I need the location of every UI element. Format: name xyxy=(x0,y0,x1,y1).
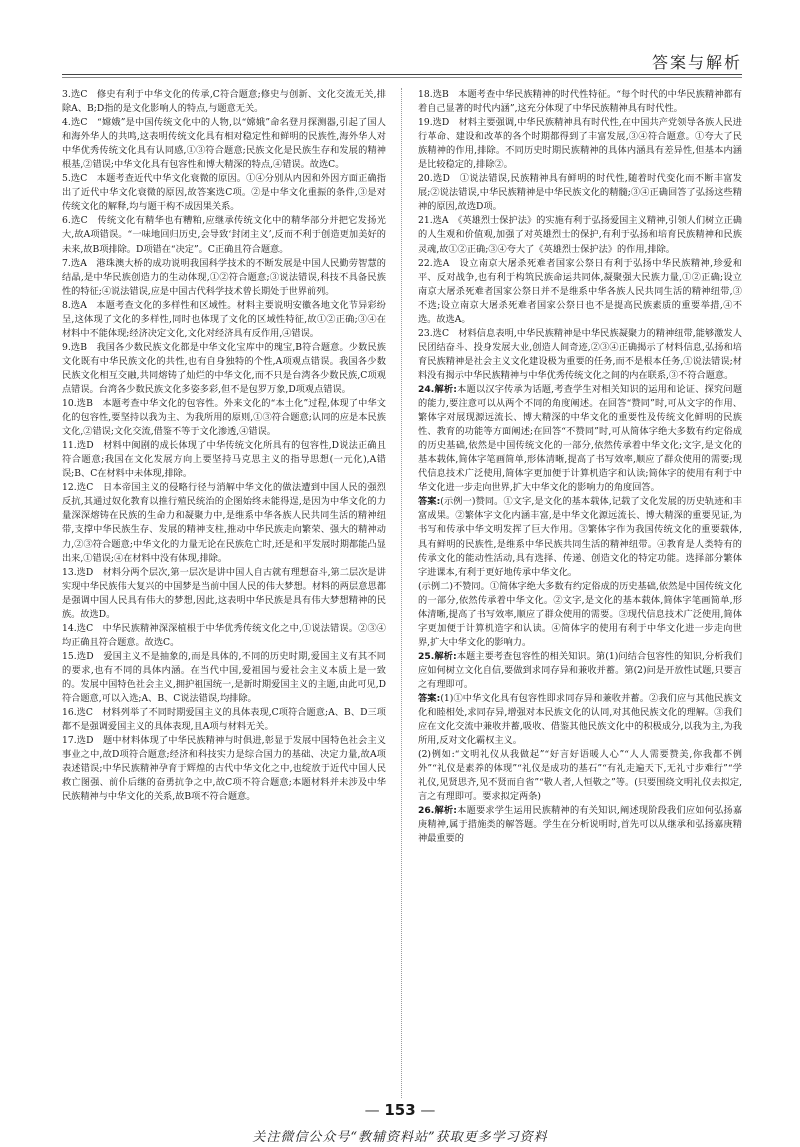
answer-item-9: 9.选B 我国各少数民族文化都是中华文化宝库中的瑰宝,B符合题意。少数民族文化既有中华民族文化的共性,也有自身独特的个性,A项观点错误。我国各少数民族文化相互交融,共同熔铸了灿烂的中华文化,而不只是台湾各少数民族,C项观点错误。台湾各少数民族文化多姿多彩,但不是包罗万象,D项观点错误。 xyxy=(62,341,386,395)
page-number-dash-left: — xyxy=(364,1101,385,1119)
q26-analysis-text: 本题要求学生运用民族精神的有关知识,阐述现阶段我们应如何弘扬嘉庚精神,属于措施类的解答题。学生在分析说明时,首先可以从继承和弘扬嘉庚精神最重要的 xyxy=(418,805,742,845)
header-rule-secondary xyxy=(62,77,742,78)
q26-analysis xyxy=(418,804,742,846)
answer-item-11: 11.选D 材料中闽剧的成长体现了中华传统文化所具有的包容性,D说法正确且符合题意;我国在文化发展方向上要坚持马克思主义的指导思想(一元化),A错误;B、C在材料中未体现,排除。 xyxy=(62,440,386,480)
q24-analysis-text: 本题以汉字传承为话题,考查学生对相关知识的运用和论证、探究问题的能力,要注意可以从两个不同的角度阐述。在回答“赞同”时,可从文字的作用、繁体字对展现源远流长、博大精深的中华文化的重要性及传统文化鲜明的民族性、教育的功能等方面阐述;在回答“不赞同”时,可从简体字绝大多数有约定俗成的历史基础,依然是中国传统文化的一部分,依然传承着中华文化;文字,是文化的基本载体,简体字笔画简单,形体清晰,提高了书写效率,顺应了群众使用的需要;现代信息技术广泛使用,简体字更加便于计算机造字和认读;简体字的使用有利于中华文化进一步走向世界,扩大中华文化的影响力的角度回答。 xyxy=(418,383,742,494)
answer-item-17: 17.选D 题中材料体现了中华民族精神与时俱进,彰显于发展中国特色社会主义事业之中,故D项符合题意;经济和科技实力是综合国力的基础、决定力量,故A项表述错误;中华民族精神孕育于辉煌的古代中华文化之中,也绽放于近代中国人民救亡图强、前仆后继的奋勇抗争之中,故C项不符合题意;本题材料并未涉及中华民族精神与中华文化的关系,故B项不符合题意。 xyxy=(62,735,386,803)
answer-item-18: 18.选B 本题考查中华民族精神的时代性特征。“每个时代的中华民族精神都有着自己显著的时代内涵”,这充分体现了中华民族精神具有时代性。 xyxy=(418,89,742,115)
page-number-value: 153 xyxy=(384,1101,416,1119)
answer-item-23: 23.选C 材料信息表明,中华民族精神是中华民族凝聚力的精神纽带,能够激发人民团结奋斗、投身发展大业,创造人间奇迹,②③④正确揭示了材料信息,弘扬和培育民族精神是社会主义文化建设极为重要的任务,而不是根本任务,①说法错误;材料没有揭示中华民族精神与中华优秀传统文化之间的内在联系,③不符合题意。 xyxy=(418,327,742,381)
q24-answer-label: 答案: xyxy=(418,496,441,508)
q25-answer-text: (1)①中华文化具有包容性即求同存异和兼收并蓄。②我们应与其他民族文化和睦相处,求同存异,增强对本民族文化的认同,对其他民族文化的理解。③我们应在文化交流中兼收并蓄,吸收、借鉴其他民族文化中的积极成分,以我为主,为我所用,反对文化霸权主义。 xyxy=(418,693,742,747)
answer-item-13: 13.选D 材料分两个层次,第一层次是讲中国人自古就有理想奋斗,第二层次是讲实现中华民族伟大复兴的中国梦是当前中国人民的伟大梦想。材料的两层意思都是强调中国人民具有伟大的梦想,因此,这表明中华民族是具有伟大梦想精神的民族。故选D。 xyxy=(62,566,386,620)
q25-analysis-label: 25.解析: xyxy=(418,650,457,662)
answer-item-22: 22.选A 设立南京大屠杀死难者国家公祭日有利于弘扬中华民族精神,珍爱和平、反对战争,也有利于构筑民族命运共同体,凝聚强大民族力量,①②正确;设立南京大屠杀死难者国家公祭日并不是维系中华各族人民共同生活的精神纽带,③不选;设立南京大屠杀死难者国家公祭日也不是提高民族素质的重要举措,④不选。故选A。 xyxy=(418,257,742,325)
page-number xyxy=(0,1101,800,1119)
q25-answer-2: (2)例如:“文明礼仪从我做起”“好言好语暖人心”“人人需要赞美,你我都不例外”“礼仪是素养的体现”“礼仪是成功的基石”“有礼走遍天下,无礼寸步难行”“学礼仪,见贤思齐,见不贤而自省”“敬人者,人恒敬之”等。(只要围绕文明礼仪去拟定,言之有理即可。要求拟定两条) xyxy=(418,749,742,803)
q24-analysis xyxy=(418,383,742,495)
answer-item-4: 4.选C “嫦娥”是中国传统文化中的人物,以“嫦娥”命名登月探测器,引起了国人和海外华人的共鸣,这表明传统文化具有相对稳定性和鲜明的民族性,海外华人对中华优秀传统文化具有认同感,①③符合题意;民族文化是民族生存和发展的精神根基,②错误;中华文化具有包容性和博大精深的特点,④错误。故选C。 xyxy=(62,117,386,171)
column-divider xyxy=(401,88,402,1098)
page-header xyxy=(0,0,800,78)
answer-item-19: 19.选D 材料主要强调,中华民族精神具有时代性,在中国共产党领导各族人民进行革命、建设和改革的各个时期都得到了丰富发展,③④符合题意。①夸大了民族精神的作用,排除。不同历史时期民族精神的具体内涵具有差异性,但基本内涵是比较稳定的,排除②。 xyxy=(418,117,742,171)
answer-item-10: 10.选B 本题考查中华文化的包容性。外来文化的“本土化”过程,体现了中华文化的包容性,要坚持以我为主、为我所用的原则,①③符合题意;认同的应是本民族文化,②错误;文化交流,借鉴不等于文化渗透,④错误。 xyxy=(62,398,386,438)
q26-analysis-label: 26.解析: xyxy=(418,805,457,817)
left-column xyxy=(62,88,386,1098)
answer-item-12: 12.选C 日本帝国主义的侵略行径与消解中华文化的做法遭到中国人民的强烈反抗,其通过奴化教育以推行殖民统治的企图始终未能得逞,是因为中华文化的力量深深熔铸在民族的生命力和凝聚力中,是维系中华各族人民共同生活的精神纽带,支撑中华民族生存、发展的精神支柱,推动中华民族走向繁荣、强大的精神动力,②③符合题意;中华文化的力量无论在民族危亡时,还是和平发展时期都能凸显出来,①错误;④在材料中没有体现,排除。 xyxy=(62,482,386,564)
answer-item-3: 3.选C 修史有利于中华文化的传承,C符合题意;修史与创新、文化交流无关,排除A、B;D指的是文化影响人的特点,与题意无关。 xyxy=(62,89,386,115)
header-rule xyxy=(62,74,742,75)
q25-analysis xyxy=(418,650,742,692)
q24-answer xyxy=(418,495,742,579)
q25-answer-label: 答案: xyxy=(418,693,441,705)
answer-item-8: 8.选A 本题考查文化的多样性和区域性。材料主要说明安徽各地文化节异彩纷呈,这体现了文化的多样性,同时也体现了文化的区域性特征,故①②正确;③④在材料中不能体现;经济决定文化,文化对经济具有反作用,④错误。 xyxy=(62,299,386,339)
page-number-dash-right: — xyxy=(415,1101,436,1119)
answer-item-6: 6.选C 传统文化有精华也有糟粕,应继承传统文化中的精华部分并把它发扬光大,故A项错误。“一味地回归历史,会导致‘封闭主义’,反而不利于创造更加美好的未来,故B项排除。D项错在“决定”。C正确且符合题意。 xyxy=(62,215,386,255)
q24-answer-2: (示例二)不赞同。①简体字绝大多数有约定俗成的历史基础,依然是中国传统文化的一部分,依然传承着中华文化。②文字,是文化的基本载体,简体字笔画简单,形体清晰,提高了书写效率,顺应了群众使用的需要。③现代信息技术广泛使用,简体字更加便于计算机造字和认读。④简体字的使用有利于中华文化进一步走向世界,扩大中华文化的影响力。 xyxy=(418,580,742,648)
answer-item-16: 16.选C 材料列举了不同时期爱国主义的具体表现,C项符合题意;A、B、D三项都不是强调爱国主义的具体表现,且A项与材料无关。 xyxy=(62,707,386,733)
q24-answer-text: (示例一)赞同。①文字,是文化的基本载体,记载了文化发展的历史轨迹和丰富成果。②繁体字文化内涵丰富,是中华文化源远流长、博大精深的重要见证,为书写和传承中华文明发挥了巨大作用。③繁体字作为我国传统文化的重要载体,具有鲜明的民族性,是维系中华民族共同生活的精神纽带。④教育是人类特有的传承文化的能动性活动,具有选择、传递、创造文化的特定功能。选择部分繁体字进课本,有利于更好地传承中华文化。 xyxy=(418,496,742,578)
answer-item-20: 20.选D ①说法错误,民族精神具有鲜明的时代性,随着时代变化而不断丰富发展;②说法错误,中华民族精神是中华民族文化的精髓;③④正确回答了弘扬这些精神的原因,故选D项。 xyxy=(418,173,742,213)
answer-item-15: 15.选D 爱国主义不是抽象的,而是具体的,不同的历史时期,爱国主义有其不同的要求,也有不同的具体内涵。在当代中国,爱祖国与爱社会主义本质上是一致的。发展中国特色社会主义,拥护祖国统一,是新时期爱国主义的主题,由此可见,D符合题意,可以入选;A、B、C说法错误,均排除。 xyxy=(62,650,386,705)
q25-answer xyxy=(418,692,742,748)
q24-analysis-label: 24.解析: xyxy=(418,383,457,395)
header-title: 答案与解析 xyxy=(651,53,742,72)
answer-item-14: 14.选C 中华民族精神深深植根于中华优秀传统文化之中,①说法错误。②③④均正确且符合题意。故选C。 xyxy=(62,622,386,648)
answer-columns xyxy=(62,88,742,1098)
answer-item-21: 21.选A 《英雄烈士保护法》的实施有利于弘扬爱国主义精神,引领人们树立正确的人生观和价值观,加强了对英雄烈士的保护,有利于弘扬和培育民族精神和民族灵魂,故①②正确;③④夸大了《英雄烈士保护法》的作用,排除。 xyxy=(418,215,742,255)
right-column xyxy=(418,88,742,1098)
answer-item-5: 5.选C 本题考查近代中华文化衰微的原因。①④分别从内因和外因方面正确指出了近代中华文化衰微的原因,故答案选C项。②是中华文化重振的条件,③是对传统文化的解释,均与题干构不成因果关系。 xyxy=(62,173,386,213)
answer-item-7: 7.选A 港珠澳大桥的成功说明我国科学技术的不断发展是中国人民勤劳智慧的结晶,是中华民族创造力的生动体现,①②符合题意;③说法错误,科技不具备民族性的特征;④说法错误,应是中国古代科学技术曾长期处于世界前列。 xyxy=(62,257,386,297)
q25-analysis-text: 本题主要考查包容性的相关知识。第(1)问结合包容性的知识,分析我们应如何树立文化自信,要做到求同存异和兼收并蓄。第(2)问是开放性试题,只要言之有理即可。 xyxy=(418,650,742,690)
footer-note: 关注微信公众号“教辅资料站”获取更多学习资料 xyxy=(252,1130,548,1145)
